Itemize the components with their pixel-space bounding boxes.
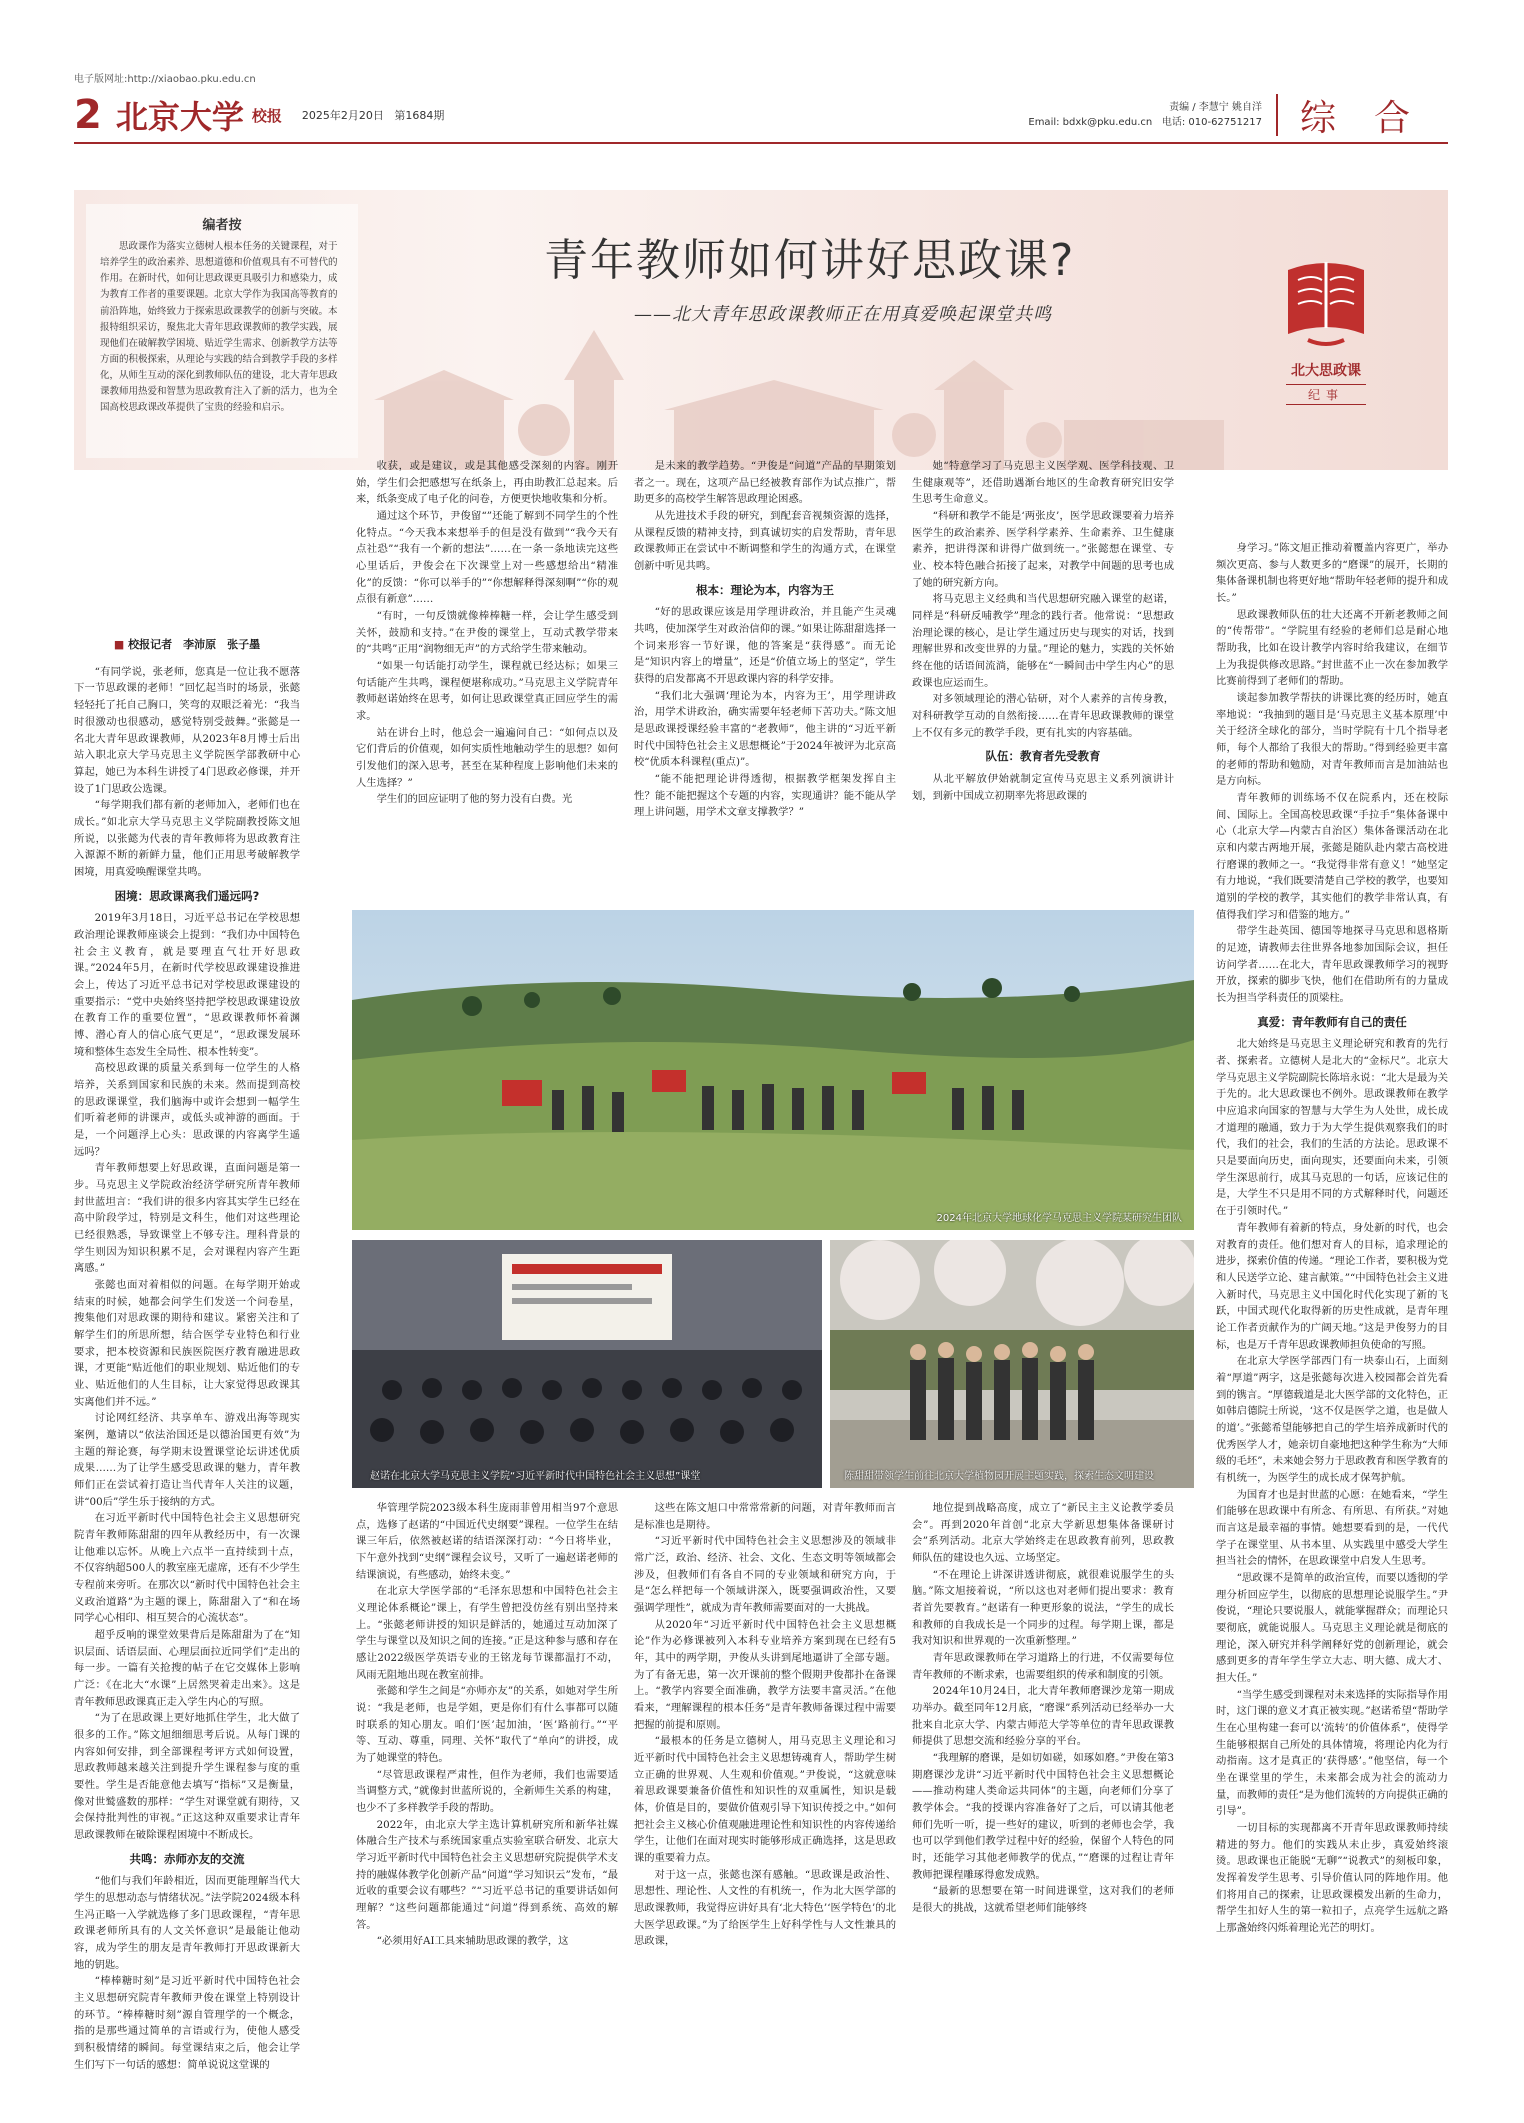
paragraph: 身学习。”陈文旭正推动着覆盖内容更广，举办频次更高、参与人数更多的“磨课”的展开，长期的集体备课机制也将更好地“帮助年轻老师的提升和成长。” xyxy=(1216,542,1448,605)
subheadline: ——北大青年思政课教师正在用真爱唤起课堂共鸣 xyxy=(634,304,1052,325)
paragraph: 站在讲台上时，他总会一遍遍问自己：“如何点以及它们背后的价值观，如何实质性地触动学生的思想？如何引发他们的深入思考，甚至在某种程度上影响他们未来的人生选择？” xyxy=(356,726,618,789)
paragraph: 在习近平新时代中国特色社会主义思想研究院青年教师陈甜甜的四年从教经历中，有一次课让他难以忘怀。从晚上六点半一直持续到十点，不仅容纳超500人的教室座无虚席，还有不少学生专程前来旁听。在那次以“新时代中国特色社会主义政治道路”为主题的课上，陈甜甜入了“和在场同学心心相印、相互契合的心流状态”。 xyxy=(74,1512,300,1625)
paragraph: “最根本的任务是立德树人，用马克思主义理论和习近平新时代中国特色社会主义思想铸魂育人，帮助学生树立正确的世界观、人生观和价值观。”尹俊说，“这就意味着思政课要兼备价值性和知识性的双重属性，知识是载体，价值是目的，要做价值观引导下知识传授之中。”如何把社会主义核心价值观融进理论性和知识性的内容传递给学生，让他们在面对现实时能够形成正确选择，这是思政课的重要着力点。 xyxy=(634,1735,896,1865)
garden-scene-illustration xyxy=(830,1240,1194,1488)
section-heading: 困境：思政课离我们遥远吗? xyxy=(114,888,260,903)
paragraph: 北大始终是马克思主义理论研究和教育的先行者、探索者。立德树人是北大的“金标尺”。北京大学马克思主义学院副院长陈培永说：“北大是最为关于先的。北大思政课也不例外。思政课教师在教学中应追求向国家的智慧与大学生为人处世，成长成才道理的融通，致力于为大学生提供观察我们的时代，我们的社会，我们的生活的方法论。思政课不只是要面向历史，面向现实，还要面向未来，引领学生深思前行，成其马克思的一句话，应该记住的是，大学生不只是用不同的方式解释时代，问题还在于引领时代。” xyxy=(1216,1038,1448,1218)
masthead xyxy=(74,70,1448,150)
paragraph: 青年教师的训练场不仅在院系内，还在校际间、国际上。全国高校思政课“手拉手”集体备课中心（北京大学—内蒙古自治区）集体备课活动在北京和内蒙古两地开展，张懿是随队赴内蒙古高校进行磨课的教师之一。“我觉得非常有意义！”她坚定有力地说，“我们既要清楚自己学校的教学，也要知道别的学校的教学，其实他们的教学非常认真，有值得我们学习和借鉴的地方。” xyxy=(1216,792,1448,921)
paragraph: “思政课不是简单的政治宣传，而要以透彻的学理分析回应学生，以彻底的思想理论说服学生。”尹俊说，“理论只要说服人，就能掌握群众；而理论只要彻底，就能说服人。马克思主义理论就是彻底的理论，深入研究并科学阐释好党的创新理论，就会感到更多的青年学生学立大志、明大德、成大才、担大任。” xyxy=(1216,1571,1448,1684)
paragraph: 她“特意学习了马克思主义医学观、医学科技观、卫生健康观等”，还借助遇渐台地区的生命教育研究旧安学生思考生命意义。 xyxy=(912,460,1174,506)
editor-note xyxy=(86,204,358,458)
editor-note-body: 思政课作为落实立德树人根本任务的关键课程，对于培养学生的政治素养、思想道德和价值观具有不可替代的作用。在新时代，如何让思政课更具吸引力和感染力，成为教育工作者的重要课题。北京大学作为我国高等教育的前沿阵地，始终致力于探索思政课教学的创新与突破。本报特组织采访，聚焦北大青年思政课教师的教学实践，展现他们在破解教学困境、贴近学生需求、创新教学方法等方面的积极探索，从理论与实践的结合到教学手段的多样化，从师生互动的深化到教师队伍的建设，北大青年思政课教师用热爱和智慧为思政教育注入了新的活力，也为全国高校思政课改革提供了宝贵的经验和启示。 xyxy=(100,241,338,414)
paragraph: “必须用好AI工具来辅助思政课的教学，这 xyxy=(376,1935,569,1948)
paragraph: 张懿和学生之间是“亦师亦友”的关系，如她对学生所说：“我是老师，也是学姐，更是你们有什么事都可以随时联系的知心朋友。咱们‘医’起加油，‘医’路前行。”“平等、互动、尊重，同理、关怀”取代了“单向”的讲授，成为了她课堂的特色。 xyxy=(356,1685,618,1765)
paragraph: 将马克思主义经典和当代思想研究融入课堂的赵诺，同样是“科研反哺教学”理念的践行者。他常说：“思想政治理论课的核心，是让学生通过历史与现实的对话，找到理解世界和改变世界的力量。”理论的魅力，实践的关怀始终在他的话语间流淌，能够在“一瞬间击中学生内心”的思政课也应运而生。 xyxy=(912,593,1174,689)
header-divider xyxy=(1276,94,1278,136)
paragraph: 为国育才也是封世蓝的心愿：在她看来，“学生们能够在思政课中有所念、有所思、有所获。”对她而言这是最幸福的事情。她想要看到的是，一代代学子在课堂里、从书本里、从实践里中感受大学生担当社会的情怀，在思政课堂中启发人生思考。 xyxy=(1216,1488,1448,1568)
paragraph: 收获，或是建议，或是其他感受深刻的内容。刚开始，学生们会把感想写在纸条上，再由助教汇总起来。后来，纸条变成了电子化的问卷，方便更快地收集和分析。 xyxy=(356,460,618,506)
paragraph: 2019年3月18日，习近平总书记在学校思想政治理论课教师座谈会上提到：“我们办中国特色社会主义教育，就是要理直气壮开好思政课。”2024年5月，在新时代学校思政课建设推进会上，传达了习近平总书记对学校思政课建设的重要指示：“党中央始终坚持把学校思政课建设放在教育工作的重要位置”，“思政课教师怀着渊博、潜心育人的信心底气更足”，“思政课发展环境和整体生态发生全局性、根本性转变”。 xyxy=(74,912,300,1058)
paragraph: “他们与我们年龄相近，因而更能理解当代大学生的思想动态与情绪状况。”法学院2024级本科生冯正略一入学就选修了多门思政课程，“青年思政课老师所具有的人文关怀意识”是最能让他动容，成为学生的朋友是青年教师打开思政课新大地的钥匙。 xyxy=(74,1875,300,1971)
article-column-5 xyxy=(1216,540,1448,2080)
lecture-hall-illustration xyxy=(352,1240,822,1488)
paragraph: “能不能把理论讲得透彻，根据教学框架发挥自主性？能不能把握这个专题的内容，实现通讲？能不能从学理上讲问题，用学术文章支撑教学？” xyxy=(634,773,896,819)
paragraph: 思政课教师队伍的壮大还离不开新老教师之间的“传帮带”。“学院里有经验的老师们总是耐心地帮助我，比如在设计教学内容时给我建议，在细节上为我提供修改思路。”封世蓝不止一次在参加教学比赛前得到了老师们的帮助。 xyxy=(1216,608,1448,688)
section-label: 校报 xyxy=(251,106,282,125)
paragraph: 青年思政课教师在学习道路上的行进，不仅需要每位青年教师的不断求索，也需要组织的传承和制度的引领。 xyxy=(912,1652,1174,1681)
editor-note-title: 编者按 xyxy=(202,218,242,233)
phone: 电话: 010-62751217 xyxy=(1161,117,1262,128)
paragraph: 张懿也面对着相似的问题。在每学期开始或结束的时候，她都会问学生们发送一个问卷星，搜集他们对思政课的期待和建议。紧密关注和了解学生们的所思所想，结合医学专业特色和行业要求，把本校资源和民族医院医疗教育融进思政课，才更能“贴近他们的职业规划、贴近他们的专业、贴近他们的人生目标，让大家觉得思政课其实离他们并不远。” xyxy=(74,1278,300,1408)
article-column-3 xyxy=(634,458,896,898)
section-heading: 真爱：青年教师有自己的责任 xyxy=(1257,1014,1407,1029)
grassland-scene-illustration xyxy=(352,910,1194,1230)
paragraph: 从先进技术手段的研究，到配套音视频资源的选择，从课程反馈的精神支持，到真诚切实的启发帮助，青年思政课教师正在尝试中不断调整和学生的沟通方式，在课堂创新中听见共鸣。 xyxy=(634,510,896,573)
paragraph: 高校思政课的质量关系到每一位学生的人格培养，关系到国家和民族的未来。然而提到高校的思政课课堂，我们脑海中或许会想到一幅学生们听着老师的讲课声，或低头或神游的画面。于是，一个问题浮上心头：思政课的内容离学生遥远吗？ xyxy=(74,1062,300,1158)
paragraph: “棒棒糖时刻”是习近平新时代中国特色社会主义思想研究院青年教师尹俊在课堂上特别设计的环节。“棒棒糖时刻”源自管理学的一个概念，指的是那些通过简单的言语或行为，使他人感受到积极情绪的瞬间。每堂课结束之后，他会让学生们写下一句话的感想：简单说说这堂课的 xyxy=(74,1975,300,2071)
article-column-1 xyxy=(74,630,300,2080)
section-heading: 队伍：教育者先受教育 xyxy=(985,749,1101,764)
email: Email: bdxk@pku.edu.cn xyxy=(1028,117,1153,128)
paragraph: 通过这个环节，尹俊留“”还能了解到不同学生的个性化特点。“今天我本来想举手的但是没有做到”“我今天有点社恐”“我有一个新的想法”……在一条一条地读完这些心里话后，尹俊会在下次课堂上对一些感想给出“精准化”的反馈：“你可以举手的”“你想解释得深刻啊”“你的观点很有新意”…… xyxy=(356,510,618,606)
course-logo xyxy=(1266,250,1386,405)
lecture-hall-photo xyxy=(352,1240,822,1488)
paper-name: 北京大学 xyxy=(115,98,244,136)
section-heading: 根本：理论为本，内容为王 xyxy=(696,582,834,597)
paragraph: 超乎反响的课堂效果背后是陈甜甜为了在“知识层面、话语层面、心理层面拉近同学们”走出的每一步。一篇有关抢搜的帖子在它交媒体上影响广泛：《在北大“水课”上居然哭着走出来》。这是青年教师思政课真正走入学生内心的写照。 xyxy=(74,1629,300,1708)
logo-subtitle: 纪事 xyxy=(1286,384,1366,405)
group-photo-grassland xyxy=(352,910,1194,1230)
paragraph: “好的思政课应该是用学理讲政治，并且能产生灵魂共鸣，使加深学生对政治信仰的课。”如果让陈甜甜选择一个词来形容一节好课，他的答案是“获得感”。而无论是“知识内容上的增量”，还是“价值立场上的坚定”，学生获得的启发都离不开思政课内容的科学安排。 xyxy=(634,606,896,686)
page-number: 2 xyxy=(74,92,102,138)
paragraph: 在北京大学医学部的“毛泽东思想和中国特色社会主义理论体系概论”课上，有学生曾把没仿丝有别出坚持来上。“张懿老师讲授的知识是鲜活的，她通过互动加深了学生与课堂以及知识之间的连接。”正是这种参与感和存在感让2022级医学英语专业的王铭龙每节课都温打不动，风雨无阻地出现在教室前排。 xyxy=(356,1585,618,1681)
paragraph: “不在理论上讲深讲透讲彻底，就很难说服学生的头脑。”陈文旭接着说，“所以这也对老师们提出要求：教育者首先要教育。”赵诺有一种更形象的说法，“学生的成长和教师的自我成长是一个同步的过程。每学期上课，都是我对知识和世界观的一次重新整理。” xyxy=(912,1568,1174,1648)
feature-banner xyxy=(74,190,1448,470)
paragraph: “为了在思政课上更好地抓住学生，北大做了很多的工作。”陈文旭细细思考后说。从每门课的内容如何安排，到全部课程考评方式如何设置，思政教师越来越关注到提升学生课程参与度的重要性。学生是否能意他去填写“指标”又是衡量，像对世鹫盛数的那样：“学生对课堂就有期待，又会保持批判性的审视。”正这这种双重要求让青年思政课教师在破除课程困境中不断成长。 xyxy=(74,1712,300,1842)
logo-title: 北大思政课 xyxy=(1291,363,1361,379)
article-column-6 xyxy=(356,1500,618,2080)
paragraph: 是未来的教学趋势。“尹俊是“问道”产品的早期策划者之一。现在，这项产品已经被教育部作为试点推广，帮助更多的高校学生解答思政理论困惑。 xyxy=(634,460,896,506)
paragraph: 谈起参加教学帮扶的讲课比赛的经历时，她直率地说：“我抽到的题目是‘马克思主义基本原理’中关于经济全球化的部分，当时学院有十几个指导老师，每个人都给了我很大的帮助。”得到经验更丰富的老师的帮助和勉励，对青年教师而言是加油站也是方向标。 xyxy=(1216,692,1448,788)
article-column-7 xyxy=(634,1500,896,2080)
editor-info xyxy=(1028,100,1262,130)
book-emblem-icon xyxy=(1278,250,1374,350)
paragraph: “尽管思政课程严肃性，但作为老师，我们也需要适当调整方式，”就像封世蓝所说的，全新师生关系的构建，也少不了多样教学手段的帮助。 xyxy=(356,1768,618,1815)
paragraph: 从2020年“习近平新时代中国特色社会主义思想概论”作为必修课被列入本科专业培养方案到现在已经有5年，其中的两学期，尹俊从头讲到尾地逼讲了全部专题。为了有备无患，第一次开课前的整个假期尹俊都扑在备课上。“教学内容要全面准确，教学方法要丰富灵活。”在他看来，“理解课程的根本任务”是青年教师备课过程中需要把握的前提和原则。 xyxy=(634,1618,896,1731)
paragraph: 从北平解放伊始就制定宣传马克思主义系列演讲计划，到新中国成立初期率先将思政课的 xyxy=(912,773,1174,802)
article-column-4 xyxy=(912,458,1174,898)
paragraph: 对多领域理论的潜心钻研，对个人素养的言传身教，对科研教学互动的自然衔接……在青年思政课教师的课堂上不仅有多元的教学手段，更有扎实的内容基础。 xyxy=(912,693,1174,739)
paragraph: 青年教师有着新的特点，身处新的时代，也会对教育的责任。他们想对育人的目标，追求理论的进步，探索价值的传递。“理论工作者，要积极为党和人民送学立论、建言献策。”“中国特色社会主义进入新时代，马克思主义中国化时代化实现了新的飞跃，中国式现代化取得新的历史性成就，是青年理论工作者贡献作为的广阔天地。”这是尹俊努力的目标，也是万千青年思政课教师担负使命的写照。 xyxy=(1216,1221,1448,1351)
paragraph: “如果一句话能打动学生，课程就已经达标；如果三句话能产生共鸣，课程便堪称成功。”马克思主义学院青年教师赵诺始终在思考，如何让思政课堂真正回应学生的需求。 xyxy=(356,660,618,723)
header-bar xyxy=(74,88,1448,144)
issue-date: 2025年2月20日 xyxy=(301,109,384,122)
paragraph: 这些在陈文旭口中常常常新的问题，对青年教师而言是标准也是期待。 xyxy=(634,1502,896,1531)
paragraph: 2022年，由北京大学主选计算机研究所和新华社媒体融合生产技术与系统国家重点实验室联合研发、北京大学习近平新时代中国特色社会主义思想研究院提供学术支持的融媒体教学化创新产品“问道”学习知识云”发布，“最近收的重要会议有哪些？”“习近平总书记的重要讲话如何理解？”这些问题都能通过“问道”得到系统、高效的解答。 xyxy=(356,1818,618,1931)
contact xyxy=(1028,115,1262,130)
article-column-2 xyxy=(356,458,618,898)
garden-group-photo xyxy=(830,1240,1194,1488)
paragraph: 华管理学院2023级本科生庞雨菲曾用相当97个意思点，选修了赵诺的“中国近代史纲要”课程。一位学生在结课三年后，依然被赵诺的结语深深打动：“今日将毕业，下午意外找到“史纲”课程会议号，又听了一遍赵诺老师的结课演说，有些感动，始终未变。” xyxy=(356,1502,618,1581)
article-column-8 xyxy=(912,1500,1174,2080)
paragraph: 带学生赴英国、德国等地探寻马克思和恩格斯的足迹，请教师去往世界各地参加国际会议，担任访问学者……在北大，青年思政课教师学习的视野开放，探索的脚步飞快，他们在借助所有的力量成长为担当学科责任的顶梁柱。 xyxy=(1216,925,1448,1005)
site-url: 电子版网址:http://xiaobao.pku.edu.cn xyxy=(74,74,256,85)
paragraph: 一切目标的实现都离不开青年思政课教师持续精进的努力。他们的实践从未止步，真爱始终滚烫。思政课也正能脱“无聊”“说教式”的刻板印象，发挥着发学生思考、引导价值认同的阵地作用。他们将用自己的探索，让思政课模发出新的生命力，帮学生扣好人生的第一粒扣子，点亮学生远航之路上那盏始终闪烁着理论光芒的明灯。 xyxy=(1216,1822,1448,1935)
paragraph: “有时，一句反馈就像棒棒糖一样，会让学生感受到关怀，鼓励和支持。”在尹俊的课堂上，互动式教学带来的“共鸣”正用“润物细无声”的方式给学生带来触动。 xyxy=(356,610,618,656)
paragraph: 青年教师想要上好思政课，直面问题是第一步。马克思主义学院政治经济学研究所青年教师封世蓝坦言：“我们讲的很多内容其实学生已经在高中阶段学过，特别是文科生，他们对这些理论已经很熟悉，导致课堂上不够专注。理科背景的学生则因为知识积累不足，会对课程内容产生距离感。” xyxy=(74,1162,300,1275)
paragraph: 2024年10月24日，北大青年教师磨课沙龙第一期成功举办。截至同年12月底，“磨课”系列活动已经举办一大批来自北京大学、内蒙古师范大学等单位的青年思政课教师提供了思想交流和经验分享的平台。 xyxy=(912,1685,1174,1748)
paragraph: “我理解的磨课，是如切如磋，如琢如磨。”尹俊在第3期磨课沙龙讲“习近平新时代中国特色社会主义思想概论——推动构建人类命运共同体”的主题，向老师们分享了教学体会。“我的授课内容准备好了之后，可以请其他老师们先听一听，提一些好的建议，听到的老师也会学，我也可以学到他们教学过程中好的经验，保留个人特色的同时，还能学习其他老师教学的优点，”“磨课的过程让青年教师把课程雕琢得愈发成熟。 xyxy=(912,1752,1174,1881)
paragraph: “科研和教学不能是‘两张皮’，医学思政课要着力培养医学生的政治素养、医学科学素养、生命素养、卫生健康素养，把讲得深和讲得广做到统一。”张懿想在课堂、专业、校本特色融合拓接了起来，对教学中间题的思考也成了她的研究新方向。 xyxy=(912,510,1174,589)
editors: 责编 / 李慧宁 姚自洋 xyxy=(1169,102,1262,113)
paragraph: 地位提到战略高度，成立了“新民主主义论教学委员会”。再到2020年首创“北京大学新思想集体备课研讨会”系列活动。北京大学始终走在思政教育前列，思政教师队伍的建设也久远、立场坚定。 xyxy=(912,1502,1174,1565)
photo-caption: 赵诺在北京大学马克思主义学院“习近平新时代中国特色社会主义思想”课堂 xyxy=(370,1471,701,1482)
paragraph: 在北京大学医学部西门有一块泰山石，上面刻着“厚道”两字，这是张懿每次进入校园都会首先看到的镌言。“厚德载道是北大医学部的文化特色，正如韩启德院士所说，‘这不仅是医学之道，也是做人的道’。”张懿希望能够把自己的学生培养成新时代的优秀医学人才，她亲切自豪地把这种学生称为“大师级的毛坯”，未来她会努力于思政教育和医学教育的有机统一，为医学生的成长成才保驾护航。 xyxy=(1216,1355,1448,1484)
section-heading: 共鸣：赤师亦友的交流 xyxy=(129,1851,245,1866)
photo-caption: 2024年北京大学地球化学马克思主义学院某研究生团队 xyxy=(936,1213,1182,1224)
photo-caption: 陈甜甜带领学生前往北京大学植物园开展主题实践，探索生态文明建设 xyxy=(844,1471,1154,1482)
paragraph: “有同学说，张老师，您真是一位让我不愿落下一节思政课的老师！”回忆起当时的场景，张懿轻轻托了托自己胸口，笑弯的双眼泛着光：“我当时很激动也很感动，感觉特别受鼓舞。”张懿是一名北大青年思政课教师，从2023年8月博士后出站入职北京大学马克思主义学院医学部教研中心算起，她已为本科生讲授了4门思政必修课，并开设了1门思政公选课。 xyxy=(74,665,300,795)
paragraph: 讨论网红经济、共享单车、游戏出海等现实案例，邀请以“依法治国还是以德治国更有效”为主题的辩论赛，每学期末设置课堂论坛讲述优质成果……为了让学生感受思政课的魅力，青年教师们正在尝试着打造让当代青年人关注的议题，讲“00后”学生乐于接纳的方式。 xyxy=(74,1412,300,1508)
paragraph: “习近平新时代中国特色社会主义思想涉及的领域非常广泛，政治、经济、社会、文化、生态文明等领域都会涉及，但教师们有各自不同的专业领域和研究方向，于是“怎么样把每一个领域讲深入，既要强调政治性，又要强调学理性”，就成为青年教师需要面对的一大挑战。 xyxy=(634,1535,896,1615)
headline: 青年教师如何讲好思政课? xyxy=(544,235,1076,286)
date-issue xyxy=(302,107,445,123)
issue-number: 第1684期 xyxy=(394,109,445,122)
paragraph: “每学期我们都有新的老师加入，老师们也在成长。”如北京大学马克思主义学院副教授陈文旭所说，以张懿为代表的青年教师将为思政教育注入源源不断的新鲜力量，他们正用思考破解教学困境，用真爱唤醒课堂共鸣。 xyxy=(74,799,300,878)
paragraph: “最新的思想要在第一时间进课堂，这对我们的老师是很大的挑战，这就希望老师们能够终 xyxy=(912,1885,1174,1915)
paragraph: “我们北大强调‘理论为本，内容为王’，用学理讲政治，用学术讲政治，确实需要年轻老师下苦功夫。”陈文旭是思政课授课经验丰富的“老教师”，他主讲的“习近平新时代中国特色社会主义思想概论”于2024年被评为北京高校“优质本科课程(重点)”。 xyxy=(634,689,896,769)
paragraph: 对于这一点，张懿也深有感触。“思政课是政治性、思想性、理论性、人文性的有机统一，作为北大医学部的思政课教师，我觉得应讲好具有‘北大特色’‘医学特色’的北大医学思政课。”为了给医学生上好科学性与人文性兼具的思政课， xyxy=(634,1868,896,1948)
column-name: 综合 xyxy=(1299,97,1448,139)
paragraph: “当学生感受到课程对未来选择的实际指导作用时，这门课的意义才真正被实现。”赵诺希望“帮助学生在心里构建一套可以‘流转’的价值体系”，使得学生能够根据自己所处的具体情境，将理论内化为行动指南。这才是真正的‘获得感’。”他坚信，每一个坐在课堂里的学生，未来都会成为社会的流动力量，而教师的责任“是为他们流转的方向提供正确的引导”。 xyxy=(1216,1688,1448,1818)
paragraph: 学生们的回应证明了他的努力没有白费。光 xyxy=(376,793,573,806)
byline: ■ 校报记者 李沛原 张子墨 xyxy=(74,636,300,654)
